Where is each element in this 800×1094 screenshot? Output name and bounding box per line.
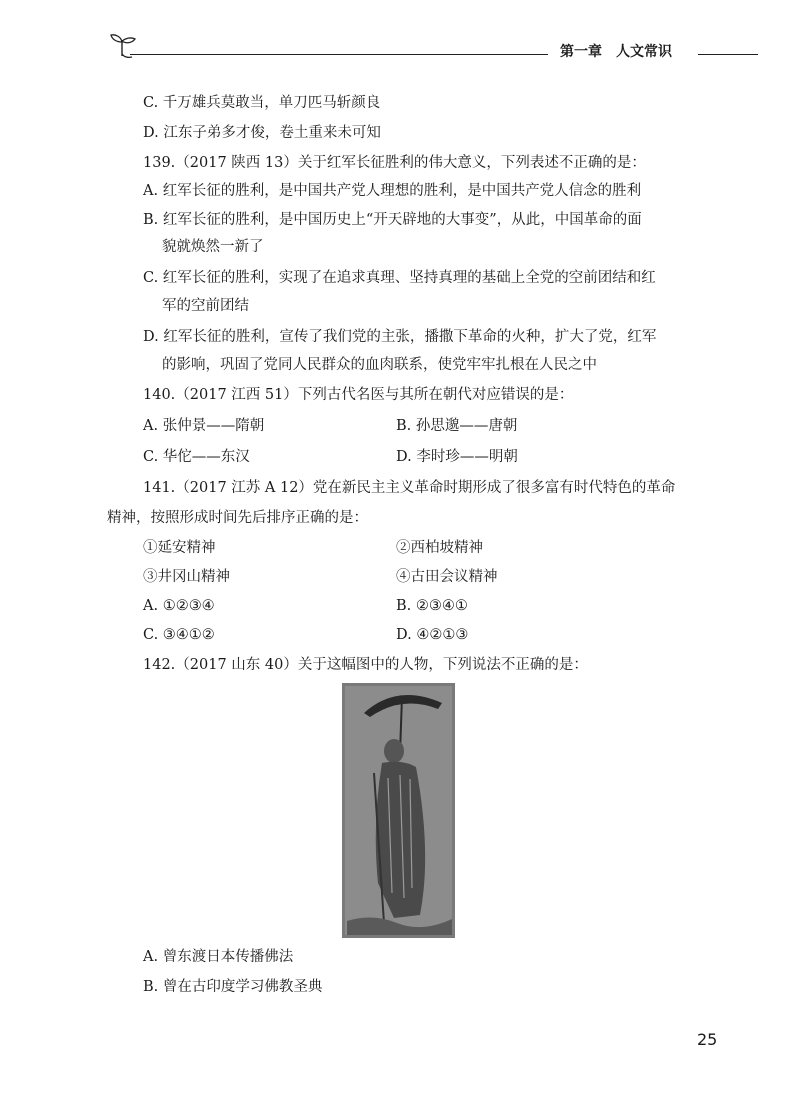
option-139-b-cont: 貌就焕然一新了 [162,239,264,255]
question-141: 141.（2017 江苏 A 12）党在新民主主义革命时期形成了很多富有时代特色的革命 [143,480,676,496]
option-139-b: B. 红军长征的胜利，是中国历史上“开天辟地的大事变”，从此，中国革命的面 [143,212,642,228]
option-139-d-cont: 的影响，巩固了党同人民群众的血肉联系，使党牢牢扎根在人民之中 [162,357,597,373]
monk-illustration [342,683,455,938]
item-141-2: ②西柏坡精神 [396,540,483,556]
option-139-c-cont: 军的空前团结 [162,298,249,314]
item-141-4: ④古田会议精神 [396,569,498,585]
header-rule [130,54,548,55]
option-141-b: B. ②③④① [396,598,468,614]
page-number: 25 [697,1030,718,1049]
option-139-d: D. 红军长征的胜利，宣传了我们党的主张，播撒下革命的火种，扩大了党，红军 [143,329,657,345]
option-141-d: D. ④②①③ [396,627,469,643]
option-140-b: B. 孙思邈——唐朝 [396,418,518,434]
option-140-d: D. 李时珍——明朝 [396,449,518,465]
option-142-a: A. 曾东渡日本传播佛法 [143,949,294,965]
question-140: 140.（2017 江西 51）下列古代名医与其所在朝代对应错误的是： [143,387,574,403]
option-142-b: B. 曾在古印度学习佛教圣典 [143,979,323,995]
chapter-title: 第一章 人文常识 [560,44,672,60]
item-141-1: ①延安精神 [143,540,216,556]
option-140-c: C. 华佗——东汉 [143,449,250,465]
page-header [108,30,758,62]
option-138-d: D. 江东子弟多才俊，卷土重来未可知 [143,125,381,141]
option-141-a: A. ①②③④ [143,598,215,614]
option-141-c: C. ③④①② [143,627,215,643]
option-140-a: A. 张仲景——隋朝 [143,418,265,434]
question-141-cont: 精神，按照形成时间先后排序正确的是： [107,510,368,526]
header-rule-tail [698,54,758,55]
item-141-3: ③井冈山精神 [143,569,230,585]
sprout-icon [108,30,138,60]
question-139: 139.（2017 陕西 13）关于红军长征胜利的伟大意义，下列表述不正确的是： [143,155,646,171]
option-139-c: C. 红军长征的胜利，实现了在追求真理、坚持真理的基础上全党的空前团结和红 [143,270,656,286]
question-142: 142.（2017 山东 40）关于这幅图中的人物，下列说法不正确的是： [143,657,588,673]
option-138-c: C. 千万雄兵莫敢当，单刀匹马斩颜良 [143,95,381,111]
option-139-a: A. 红军长征的胜利，是中国共产党人理想的胜利，是中国共产党人信念的胜利 [143,183,642,199]
